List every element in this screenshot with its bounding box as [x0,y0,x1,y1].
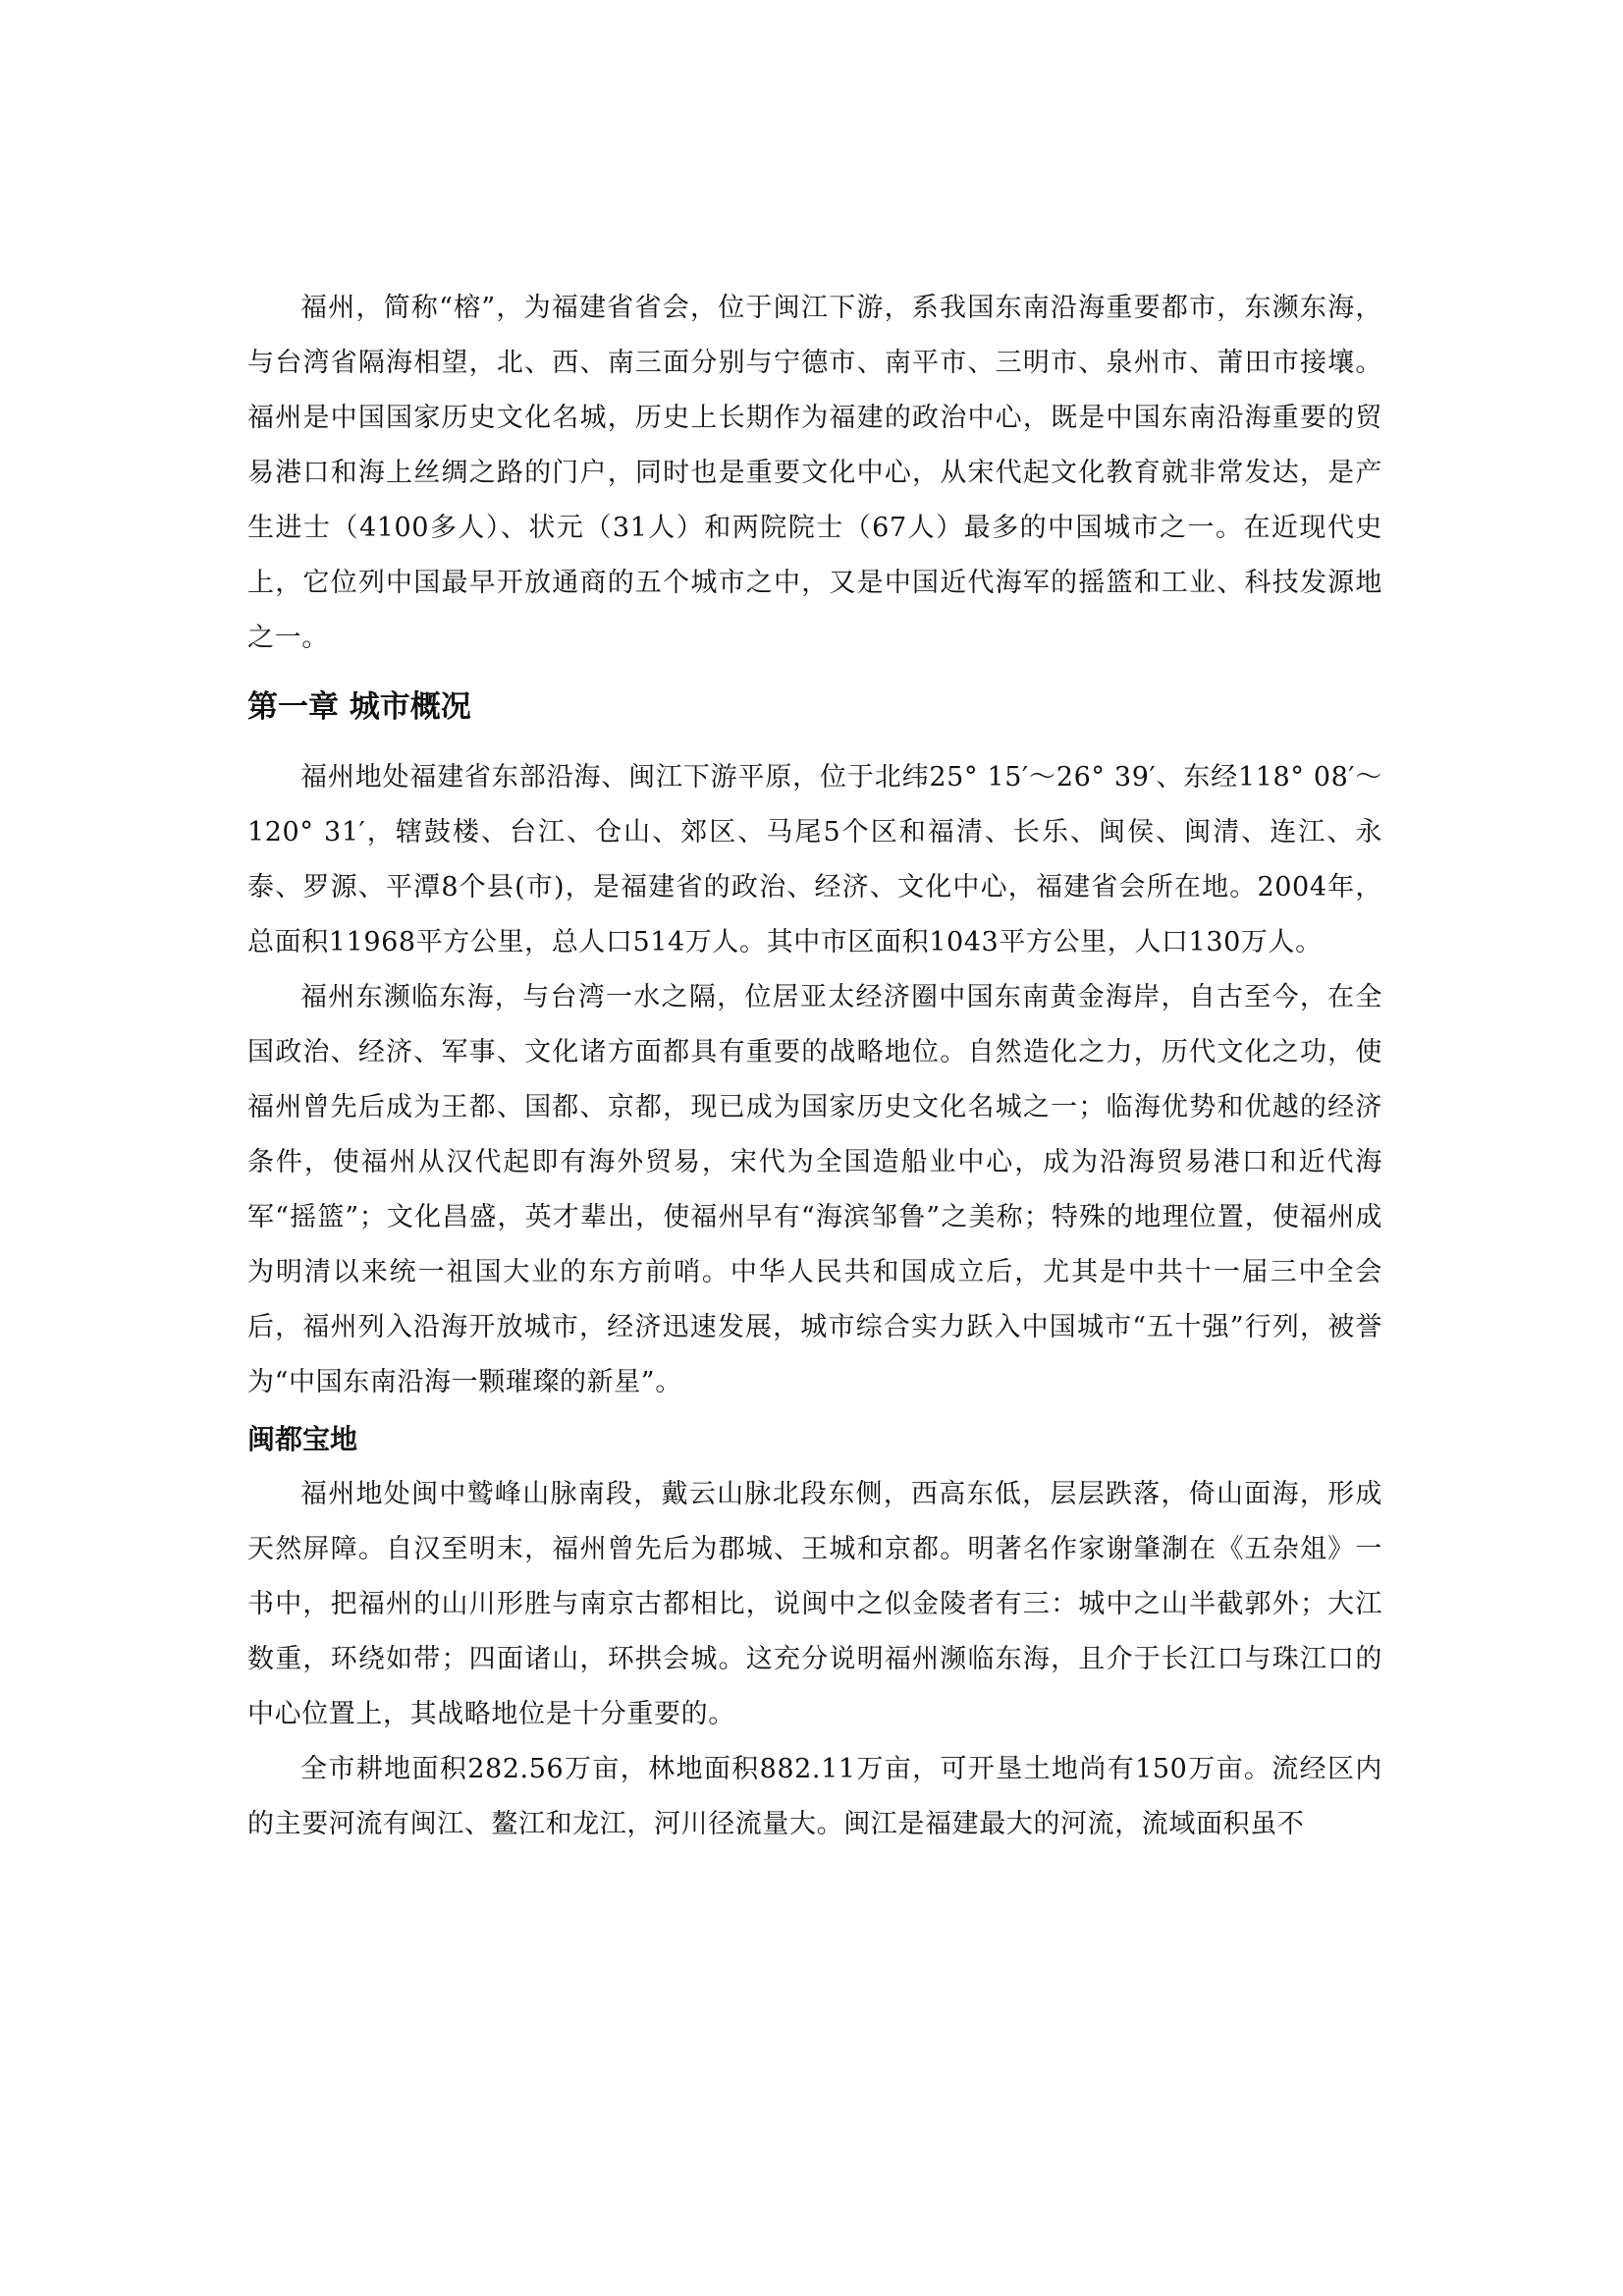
section-paragraph: 全市耕地面积282.56万亩，林地面积882.11万亩，可开垦土地尚有150万亩。流经区内的主要河流有闽江、鳌江和龙江，河川径流量大。闽江是福建最大的河流，流域面积虽不 [247,1754,1382,1839]
section-title: 闽都宝地 [247,1423,358,1455]
chapter-paragraph: 福州地处福建省东部沿海、闽江下游平原，位于北纬25° 15′～26° 39′、东经118° 08′～120° 31′，辖鼓楼、台江、仓山、郊区、马尾5个区和福清、长乐、闽侯、闽清、连江、永泰、罗源、平潭8个县(市)，是福建省的政治、经济、文化中心，福建省会所在地。2004年，总面积11968平方公里，总人口514万人。其中市区面积1043平方公里，人口130万人。 [247,762,1382,957]
intro-paragraph: 福州，简称“榕”，为福建省省会，位于闽江下游，系我国东南沿海重要都市，东濒东海，与台湾省隔海相望，北、西、南三面分别与宁德市、南平市、三明市、泉州市、莆田市接壤。福州是中国国家历史文化名城，历史上长期作为福建的政治中心，既是中国东南沿海重要的贸易港口和海上丝绸之路的门户，同时也是重要文化中心，从宋代起文化教育就非常发达，是产生进士（4100多人）、状元（31人）和两院院士（67人）最多的中国城市之一。在近现代史上，它位列中国最早开放通商的五个城市之中，又是中国近代海军的摇篮和工业、科技发源地之一。 [247,293,1382,653]
chapter-paragraph: 福州东濒临东海，与台湾一水之隔，位居亚太经济圈中国东南黄金海岸，自古至今，在全国政治、经济、军事、文化诸方面都具有重要的战略地位。自然造化之力，历代文化之功，使福州曾先后成为王都、国都、京都，现已成为国家历史文化名城之一；临海优势和优越的经济条件，使福州从汉代起即有海外贸易，宋代为全国造船业中心，成为沿海贸易港口和近代海军“摇篮”；文化昌盛，英才辈出，使福州早有“海滨邹鲁”之美称；特殊的地理位置，使福州成为明清以来统一祖国大业的东方前哨。中华人民共和国成立后，尤其是中共十一届三中全会后，福州列入沿海开放城市，经济迅速发展，城市综合实力跃入中国城市“五十强”行列，被誉为“中国东南沿海一颗璀璨的新星”。 [247,982,1382,1397]
section-paragraph: 福州地处闽中鹫峰山脉南段，戴云山脉北段东侧，西高东低，层层跌落，倚山面海，形成天然屏障。自汉至明末，福州曾先后为郡城、王城和京都。明著名作家谢肇淛在《五杂俎》一书中，把福州的山川形胜与南京古都相比，说闽中之似金陵者有三：城中之山半截郭外；大江数重，环绕如带；四面诸山，环拱会城。这充分说明福州濒临东海，且介于长江口与珠江口的中心位置上，其战略地位是十分重要的。 [247,1479,1382,1729]
chapter-title: 第一章 城市概况 [247,689,471,725]
document-page [247,281,1382,1852]
